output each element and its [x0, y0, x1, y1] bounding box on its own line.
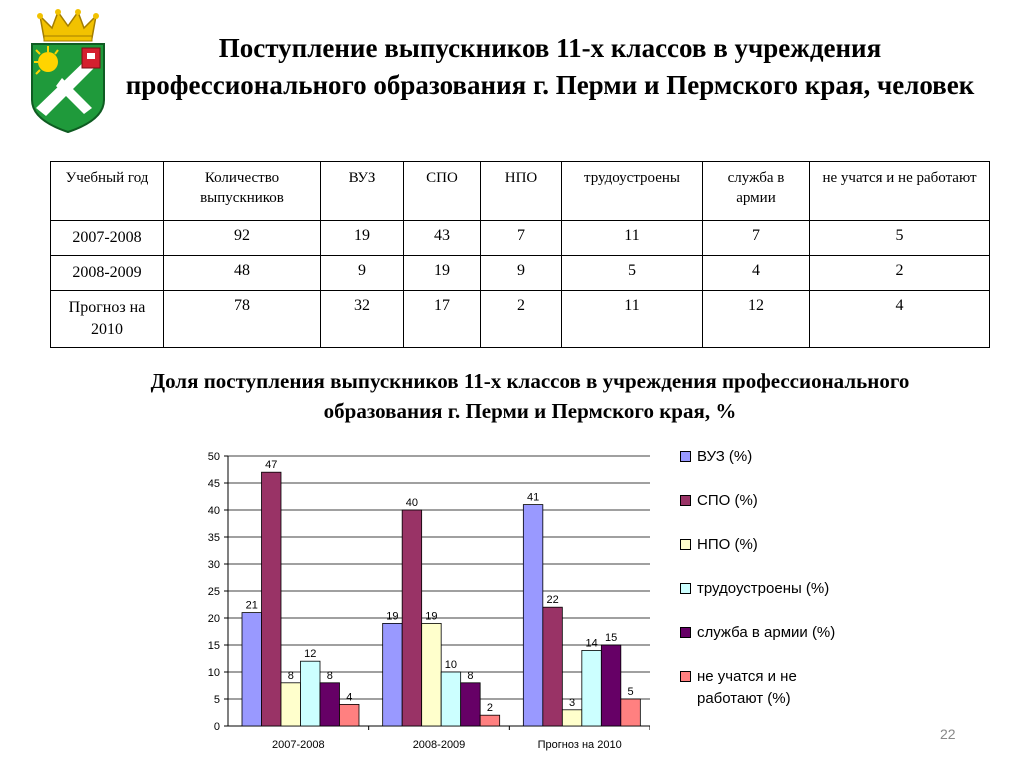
table-cell: 2: [810, 256, 990, 291]
legend-swatch: [680, 627, 691, 638]
table-header-cell: служба в армии: [703, 162, 810, 221]
table-row: [51, 291, 990, 348]
bar: [543, 607, 563, 726]
y-tick-label: 15: [207, 640, 220, 652]
crown-icon: [37, 9, 99, 41]
table-cell: 5: [562, 256, 703, 291]
x-tick-label: Прогноз на 2010: [537, 739, 622, 751]
y-tick-label: 0: [213, 721, 220, 733]
bar: [402, 510, 422, 726]
page-number: 22: [940, 726, 956, 742]
bar: [441, 672, 461, 726]
table-row: [51, 256, 990, 291]
bar: [582, 650, 602, 726]
table-cell: 12: [703, 291, 810, 348]
y-tick-label: 50: [207, 451, 220, 463]
bar: [461, 683, 481, 726]
graduates-table: [50, 161, 990, 348]
table-cell: 92: [164, 221, 321, 256]
bar-value-label: 40: [405, 497, 419, 509]
table-cell: 7: [703, 221, 810, 256]
table-cell: 78: [164, 291, 321, 348]
y-tick-label: 5: [213, 694, 220, 706]
legend-label: ВУЗ (%): [697, 448, 753, 465]
table-cell: Прогноз на 2010: [51, 291, 164, 348]
table-cell: 11: [562, 221, 703, 256]
bar: [523, 505, 543, 726]
table-header-cell: не учатся и не работают: [810, 162, 990, 221]
y-tick-label: 40: [207, 505, 220, 517]
bar: [281, 683, 301, 726]
bar-value-label: 14: [585, 637, 598, 650]
legend-label: НПО (%): [697, 536, 758, 553]
table-cell: 9: [481, 256, 562, 291]
legend-label: трудоустроены (%): [697, 580, 830, 597]
table-header-cell: НПО: [481, 162, 562, 221]
legend-swatch: [680, 583, 691, 594]
bar-value-label: 8: [467, 669, 474, 682]
bar: [320, 683, 340, 726]
y-tick-label: 30: [207, 559, 220, 571]
y-tick-label: 35: [207, 532, 220, 544]
bar: [601, 645, 621, 726]
table-header-cell: СПО: [404, 162, 481, 221]
bar-value-label: 41: [526, 491, 540, 504]
x-tick-label: 2008-2009: [412, 739, 466, 751]
bar-value-label: 4: [346, 691, 353, 704]
y-tick-label: 45: [207, 478, 220, 490]
legend-item: [680, 446, 880, 468]
bar: [422, 623, 442, 726]
bar-value-label: 19: [425, 610, 438, 623]
bar-chart: [180, 440, 650, 760]
bar-value-label: 8: [326, 669, 333, 682]
table-header-cell: трудоустроены: [562, 162, 703, 221]
legend-item: [680, 622, 880, 644]
chart-title: Доля поступления выпускников 11-х классов в учреждения профессионального образования г. Перми и Пермского края, %: [150, 369, 910, 423]
bar-value-label: 10: [444, 659, 458, 671]
bar-value-label: 12: [304, 648, 317, 661]
y-tick-label: 10: [207, 667, 220, 679]
table-cell: 2007-2008: [51, 221, 164, 256]
bar-value-label: 5: [627, 686, 634, 698]
legend-item: [680, 534, 880, 556]
table-header-cell: Количество выпускников: [164, 162, 321, 221]
bar: [621, 699, 641, 726]
table-cell: 19: [321, 221, 404, 256]
table-cell: 43: [404, 221, 481, 256]
bar: [480, 715, 500, 726]
table-cell: 32: [321, 291, 404, 348]
bar-value-label: 8: [287, 669, 294, 682]
table-header-row: [51, 162, 990, 221]
table-row: [51, 221, 990, 256]
legend-item: [680, 666, 880, 710]
table-header-cell: ВУЗ: [321, 162, 404, 221]
table-cell: 48: [164, 256, 321, 291]
table-cell: 11: [562, 291, 703, 348]
table-cell: 5: [810, 221, 990, 256]
legend-swatch: [680, 495, 691, 506]
bar: [301, 661, 321, 726]
table-cell: 2008-2009: [51, 256, 164, 291]
legend-item: [680, 490, 880, 512]
page-title: Поступление выпускников 11-х классов в учреждения профессионального образования г. Перми и Пермского края, человек: [125, 33, 975, 100]
bar-value-label: 19: [386, 610, 399, 623]
table-header-cell: Учебный год: [51, 162, 164, 221]
y-tick-label: 25: [207, 586, 220, 598]
bar-value-label: 47: [265, 459, 278, 472]
legend-swatch: [680, 539, 691, 550]
legend-swatch: [680, 671, 691, 682]
bar-value-label: 2: [486, 702, 493, 715]
bar-value-label: 3: [569, 696, 576, 709]
bar: [242, 613, 262, 726]
legend-label: не учатся и не работают (%): [697, 668, 797, 707]
bar: [562, 710, 582, 726]
bar: [262, 472, 282, 726]
bar-value-label: 15: [604, 632, 618, 644]
bar-value-label: 21: [245, 599, 258, 612]
table-cell: 4: [810, 291, 990, 348]
legend-label: СПО (%): [697, 492, 758, 509]
table-cell: 9: [321, 256, 404, 291]
bar: [383, 623, 403, 726]
table-cell: 4: [703, 256, 810, 291]
table-cell: 17: [404, 291, 481, 348]
bar: [340, 704, 360, 726]
table-cell: 19: [404, 256, 481, 291]
bar-value-label: 22: [546, 594, 559, 607]
legend-item: [680, 578, 880, 600]
y-tick-label: 20: [207, 613, 220, 625]
table-cell: 7: [481, 221, 562, 256]
table-cell: 2: [481, 291, 562, 348]
perm-region-emblem-logo: [22, 8, 114, 136]
x-tick-label: 2007-2008: [272, 739, 325, 751]
legend-label: служба в армии (%): [697, 624, 836, 641]
legend-swatch: [680, 451, 691, 462]
